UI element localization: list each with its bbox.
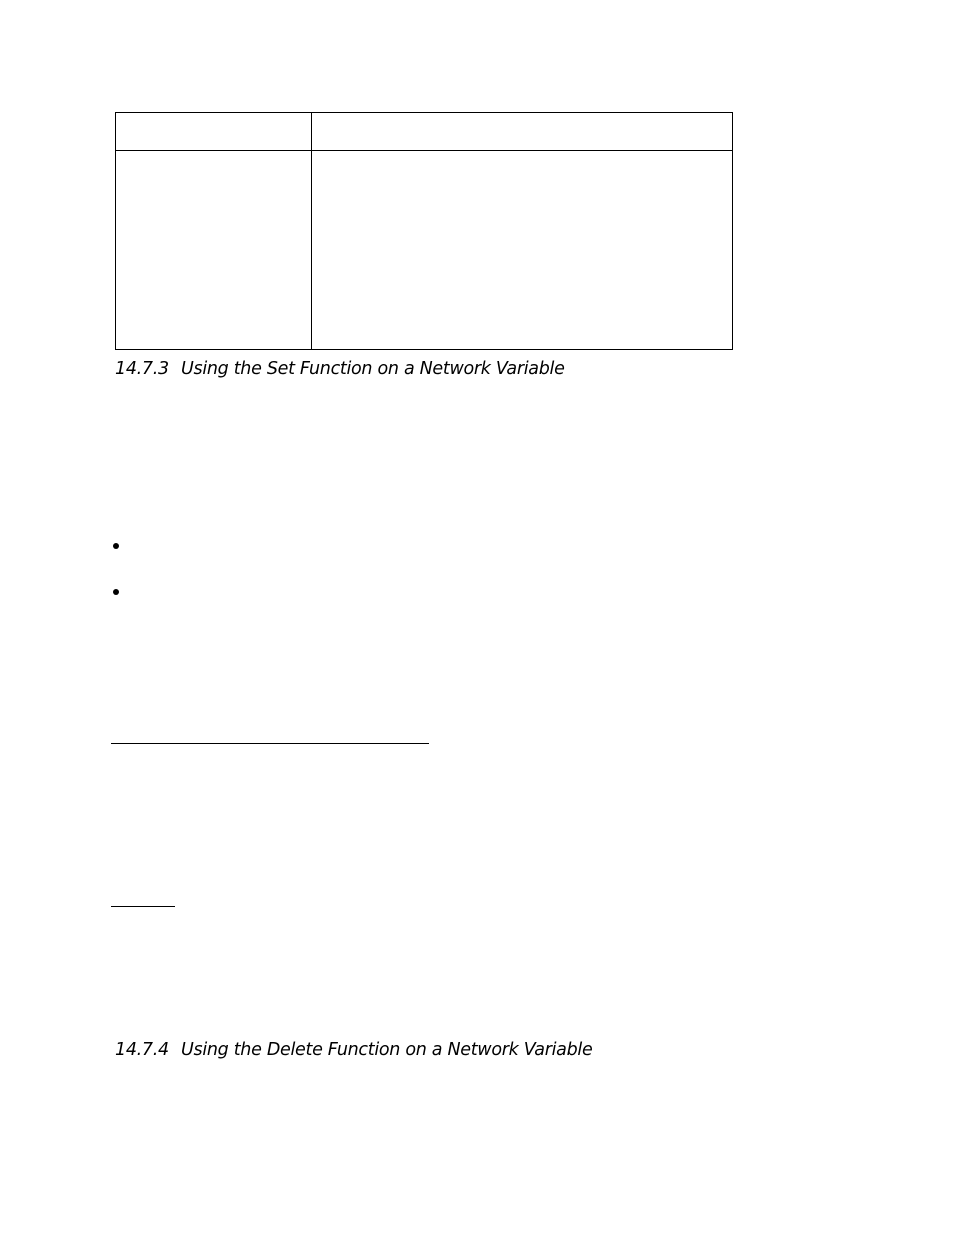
section-heading-set-function xyxy=(115,359,565,379)
section-heading-delete-function xyxy=(115,1040,592,1060)
blank-table xyxy=(115,112,733,350)
bullet-marker xyxy=(113,543,119,549)
bullet-marker xyxy=(113,589,119,595)
section-number: 14.7.3 xyxy=(115,359,169,379)
section-title: Using the Set Function on a Network Variable xyxy=(181,359,565,379)
table-column-divider xyxy=(311,113,312,349)
section-number: 14.7.4 xyxy=(115,1040,169,1060)
underline-rule xyxy=(111,743,429,744)
underline-rule xyxy=(111,906,175,907)
section-title: Using the Delete Function on a Network Variable xyxy=(181,1040,593,1060)
table-header-divider xyxy=(116,150,732,151)
